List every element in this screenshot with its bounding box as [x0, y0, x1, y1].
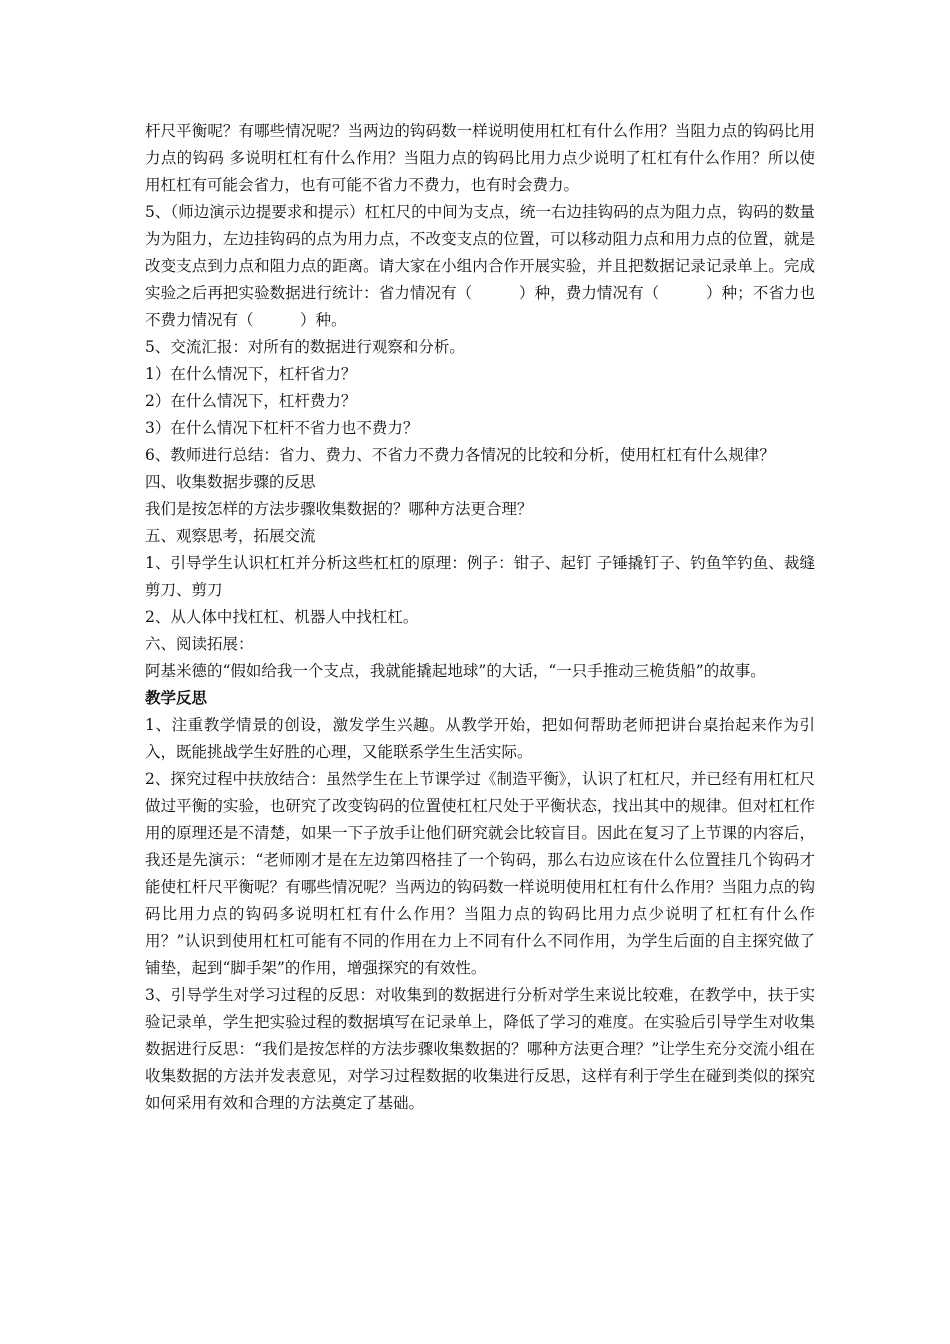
- paragraph: 1）在什么情况下，杠杆省力？: [145, 365, 357, 383]
- paragraph: 3）在什么情况下杠杆不省力也不费力？: [145, 419, 419, 437]
- document-body: [145, 118, 815, 1117]
- paragraph: 阿基米德的“假如给我一个支点，我就能撬起地球”的大话，“一只手推动三桅货船”的故事。: [145, 662, 766, 680]
- paragraph: 3、引导学生对学习过程的反思：对收集到的数据进行分析对学生来说比较难，在教学中，扶于实验记录单，学生把实验过程的数据填写在记录单上，降低了学习的难度。在实验后引导学生对收集数据进行反思：“我们是按怎样的方法步骤收集数据的？哪种方法更合理？”让学生充分交流小组在收集数据的方法并发表意见，对学习过程数据的收集进行反思，这样有利于学生在碰到类似的探究如何采用有效和合理的方法奠定了基础。: [145, 986, 815, 1112]
- paragraph: 2、探究过程中扶放结合：虽然学生在上节课学过《制造平衡》，认识了杠杠尺，并已经有用杠杠尺做过平衡的实验，也研究了改变钩码的位置使杠杠尺处于平衡状态，找出其中的规律。但对杠杠作用的原理还是不清楚，如果一下子放手让他们研究就会比较盲目。因此在复习了上节课的内容后，我还是先演示：“老师刚才是在左边第四格挂了一个钩码，那么右边应该在什么位置挂几个钩码才能使杠杆尺平衡呢？有哪些情况呢？当两边的钩码数一样说明使用杠杠有什么作用？当阻力点的钩码比用力点的钩码多说明杠杠有什么作用？当阻力点的钩码比用力点少说明了杠杠有什么作用？”认识到使用杠杠可能有不同的作用在力上不同有什么不同作用，为学生后面的自主探究做了铺垫，起到“脚手架”的作用，增强探究的有效性。: [145, 770, 815, 977]
- paragraph: 我们是按怎样的方法步骤收集数据的？哪种方法更合理？: [145, 500, 533, 518]
- paragraph: 杆尺平衡呢？有哪些情况呢？当两边的钩码数一样说明使用杠杠有什么作用？当阻力点的钩码比用力点的钩码 多说明杠杠有什么作用？当阻力点的钩码比用力点少说明了杠杠有什么作用？所以使用杠杠有可能会省力，也有可能不省力不费力，也有时会费力。: [145, 122, 815, 194]
- paragraph: 6、教师进行总结：省力、费力、不省力不费力各情况的比较和分析，使用杠杠有什么规律？: [145, 446, 775, 464]
- section-heading: 六、阅读拓展：: [145, 635, 254, 653]
- paragraph: 1、注重教学情景的创设，激发学生兴趣。从教学开始，把如何帮助老师把讲台桌抬起来作为引入，既能挑战学生好胜的心理，又能联系学生生活实际。: [145, 716, 815, 761]
- paragraph: 2、从人体中找杠杠、机器人中找杠杠。: [145, 608, 419, 626]
- paragraph: 5、交流汇报：对所有的数据进行观察和分析。: [145, 338, 465, 356]
- reflection-heading: 教学反思: [145, 689, 208, 707]
- section-heading: 四、收集数据步骤的反思: [145, 473, 316, 491]
- section-heading: 五、观察思考，拓展交流: [145, 527, 316, 545]
- paragraph: 5、（师边演示边提要求和提示）杠杠尺的中间为支点，统一右边挂钩码的点为阻力点，钩码的数量为为阻力，左边挂钩码的点为用力点，不改变支点的位置，可以移动阻力点和用力点的位置，就是改变支点到力点和阻力点的距离。请大家在小组内合作开展实验，并且把数据记录记录单上。完成实验之后再把实验数据进行统计：省力情况有（ ）种，费力情况有（ ）种；不省力也不费力情况有（ ）种。: [145, 203, 815, 329]
- paragraph: 1、引导学生认识杠杠并分析这些杠杠的原理：例子：钳子、起钉 子锤撬钉子、钓鱼竿钓鱼、裁缝剪刀、剪刀: [145, 554, 815, 599]
- paragraph: 2）在什么情况下，杠杆费力？: [145, 392, 357, 410]
